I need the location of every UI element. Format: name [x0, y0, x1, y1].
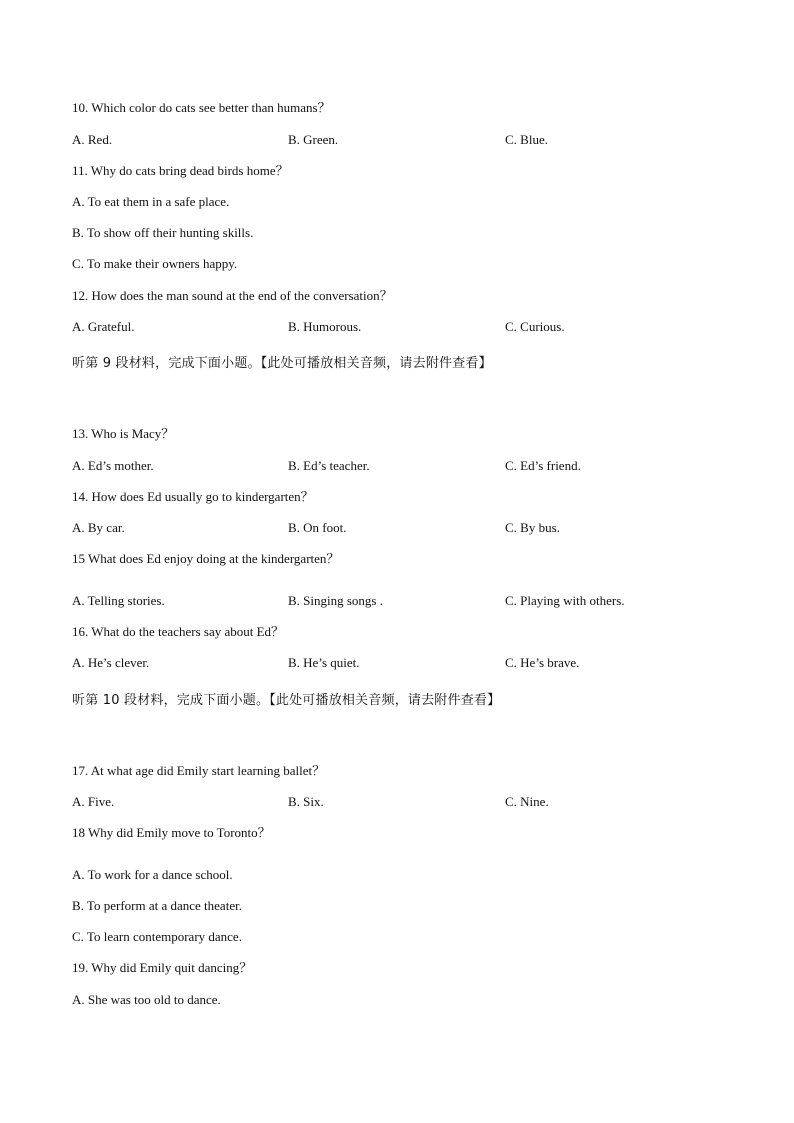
question-12-option-a: A. Grateful. — [72, 319, 135, 334]
question-19-option-a: A. She was too old to dance. — [72, 992, 221, 1007]
question-11: 11. Why do cats bring dead birds home？ — [72, 163, 289, 178]
question-16-option-a: A. He’s clever. — [72, 655, 150, 670]
question-16-option-b: B. He’s quiet. — [288, 655, 360, 670]
question-16-option-c: C. He’s brave. — [505, 655, 580, 670]
question-18-option-c: C. To learn contemporary dance. — [72, 929, 242, 944]
question-16: 16. What do the teachers say about Ed？ — [72, 624, 285, 639]
question-10: 10. Which color do cats see better than humans？ — [72, 100, 331, 115]
question-14-option-c: C. By bus. — [505, 520, 560, 535]
question-13-option-b: B. Ed’s teacher. — [288, 458, 370, 473]
question-19: 19. Why did Emily quit dancing？ — [72, 960, 253, 975]
question-12-option-c: C. Curious. — [505, 319, 565, 334]
question-17-option-b: B. Six. — [288, 794, 324, 809]
question-15-option-a: A. Telling stories. — [72, 593, 165, 608]
question-10-option-b: B. Green. — [288, 132, 339, 147]
question-12-option-b: B. Humorous. — [288, 319, 362, 334]
question-13: 13. Who is Macy？ — [72, 426, 175, 441]
question-18-option-b: B. To perform at a dance theater. — [72, 898, 242, 913]
question-10-option-a: A. Red. — [72, 132, 113, 147]
question-17: 17. At what age did Emily start learning ballet？ — [72, 763, 326, 778]
question-11-option-b: B. To show off their hunting skills. — [72, 225, 254, 240]
question-15-option-c: C. Playing with others. — [505, 593, 625, 608]
question-14-option-a: A. By car. — [72, 520, 125, 535]
question-13-option-a: A. Ed’s mother. — [72, 458, 154, 473]
question-10-option-c: C. Blue. — [505, 132, 548, 147]
question-12: 12. How does the man sound at the end of the conversation？ — [72, 288, 393, 303]
question-14: 14. How does Ed usually go to kindergarten？ — [72, 489, 314, 504]
question-11-option-c: C. To make their owners happy. — [72, 256, 238, 271]
question-18-option-a: A. To work for a dance school. — [72, 867, 233, 882]
question-17-option-c: C. Nine. — [505, 794, 549, 809]
section-9-instruction: 听第 9 段材料，完成下面小题。【此处可播放相关音频，请去附件查看】 — [72, 356, 492, 371]
question-13-option-c: C. Ed’s friend. — [505, 458, 581, 473]
question-11-option-a: A. To eat them in a safe place. — [72, 194, 230, 209]
question-15-option-b: B. Singing songs . — [288, 593, 383, 608]
question-15: 15 What does Ed enjoy doing at the kindergarten？ — [72, 551, 340, 566]
section-10-instruction: 听第 10 段材料，完成下面小题。【此处可播放相关音频，请去附件查看】 — [72, 693, 501, 708]
question-18: 18 Why did Emily move to Toronto？ — [72, 825, 271, 840]
question-14-option-b: B. On foot. — [288, 520, 347, 535]
question-17-option-a: A. Five. — [72, 794, 115, 809]
